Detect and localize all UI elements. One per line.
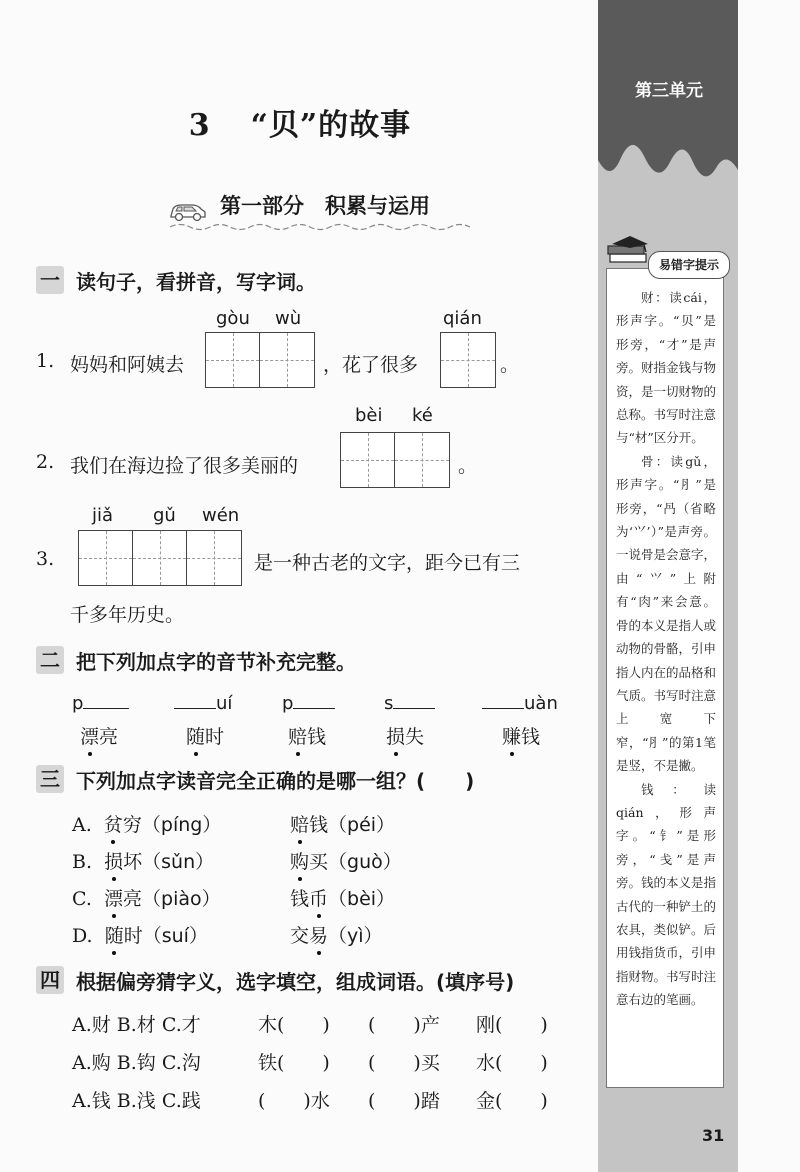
q3-c-dotchar2: 币 [309, 888, 329, 910]
q4-row1-word2[interactable]: ( )产 [368, 1014, 440, 1036]
q4-row2-word1[interactable]: 铁( ) [258, 1052, 330, 1074]
q3-d-dotchar1: 随 [104, 925, 124, 947]
q3-option-b-second [290, 847, 402, 874]
q4-row1-choices: A.财 B.材 C.才 [72, 1014, 201, 1036]
q3-a-letter: A. [72, 814, 92, 836]
q2-item1-syllable[interactable] [72, 690, 129, 714]
q2-item5-syllable[interactable] [482, 690, 558, 714]
q4-row3-word1[interactable]: ( )水 [258, 1090, 330, 1112]
q2-item3-dotchar: 赔 [288, 726, 308, 748]
q2-item5-word [502, 722, 540, 749]
q2-item3-pre: p [282, 693, 294, 714]
q2-item5-post: uàn [524, 693, 558, 714]
pinyin-ke: ké [412, 405, 433, 426]
unit-label: 第三单元 [635, 81, 703, 101]
q3-option-c[interactable] [72, 884, 221, 911]
q3-b-dotchar1: 损 [104, 851, 124, 873]
q3-c-dotchar1: 漂 [104, 888, 124, 910]
heading-underline [170, 222, 470, 232]
q3-c-char2a: 钱 [290, 888, 310, 910]
q3-option-c-second [290, 884, 395, 911]
q3-c-letter: C. [72, 888, 92, 910]
q3-a-dotchar2: 赔 [290, 814, 310, 836]
pinyin-wen: wén [202, 505, 240, 526]
q4-row3-word3[interactable]: 金( ) [476, 1090, 548, 1112]
answer-grid-gouwu[interactable] [205, 332, 315, 388]
q2-item4-char2: 失 [405, 726, 425, 748]
q2-item2-char2: 时 [205, 726, 225, 748]
s1-end: 。 [500, 354, 520, 376]
s1-before: 妈妈和阿姨去 [70, 354, 185, 376]
q3-b-dotchar2: 购 [290, 851, 310, 873]
q4-row3-choices: A.钱 B.浅 C.践 [72, 1090, 201, 1112]
q3-c-pinyin1: （piào） [142, 888, 221, 910]
q2-item4-syllable[interactable] [384, 690, 435, 714]
s3-num: 3. [36, 548, 55, 570]
s1-mid: ，花了很多 [323, 354, 419, 376]
q3-d-dotchar2: 易 [309, 925, 329, 947]
q2-badge: 二 [36, 646, 64, 674]
q2-item5-char2: 钱 [521, 726, 541, 748]
books-icon [604, 234, 652, 270]
q3-option-d[interactable] [72, 921, 208, 948]
q4-badge: 四 [36, 966, 64, 994]
q4-row2-choices: A.购 B.钩 C.沟 [72, 1052, 201, 1074]
q3-d-pinyin1: （suí） [142, 925, 208, 947]
q3-c-char1: 亮 [123, 888, 143, 910]
q3-a-char2: 钱 [309, 814, 329, 836]
tip-body [616, 286, 716, 1012]
car-icon [168, 198, 208, 224]
q2-item1-pre: p [72, 693, 84, 714]
q2-item2-word [186, 722, 224, 749]
q1-prompt: 读句子，看拼音，写字词。 [76, 270, 316, 294]
tip-cai: 财：读cái，形声字。“贝”是形旁，“才”是声旁。财指金钱与物资，是一切财物的总称。书写时注意与“材”区分开。 [616, 290, 717, 446]
answer-grid-jiaguwen[interactable] [78, 530, 242, 586]
q3-d-char1: 时 [123, 925, 143, 947]
q3-b-letter: B. [72, 851, 93, 873]
q3-option-d-second [290, 921, 383, 948]
pinyin-bei: bèi [355, 405, 383, 426]
s3-after: 是一种古老的文字，距今已有三 [254, 552, 521, 574]
tip-gu: 骨：读gǔ，形声字。“⺼”是形旁，“冎（省略为‘⺍’）”是声旁。一说骨是会意字，由“⺍”上附有“肉”来会意。骨的本义是指人或动物的骨骼，引申指人内在的品格和气质。书写时注意上宽下窄，“⺼”的第1笔是竖，不是撇。 [616, 453, 717, 774]
q2-item1-dotchar: 漂 [80, 726, 100, 748]
q2-item2-post: uí [216, 693, 233, 714]
q4-row1-word1[interactable]: 木( ) [258, 1014, 330, 1036]
q3-badge: 三 [36, 765, 64, 793]
q2-item4-dotchar: 损 [386, 726, 406, 748]
s1-num: 1. [36, 350, 55, 372]
q3-option-a[interactable] [72, 810, 221, 837]
page-number: 31 [702, 1126, 725, 1145]
q4-prompt: 根据偏旁猜字义，选字填空，组成词语。(填序号) [76, 970, 515, 994]
q2-item4-pre: s [384, 693, 394, 714]
q3-a-pinyin2: （péi） [328, 814, 396, 836]
lesson-number: 3 [188, 108, 211, 143]
pinyin-gou: gòu [216, 308, 250, 329]
q2-prompt: 把下列加点字的音节补充完整。 [76, 650, 356, 674]
q2-item1-word [80, 722, 118, 749]
q3-option-b[interactable] [72, 847, 214, 874]
q4-row2-word2[interactable]: ( )买 [368, 1052, 440, 1074]
answer-grid-beike[interactable] [340, 432, 450, 488]
pinyin-wu: wù [275, 308, 302, 329]
q3-d-letter: D. [72, 925, 93, 947]
q4-row3-word2[interactable]: ( )踏 [368, 1090, 440, 1112]
pinyin-qian: qián [443, 308, 482, 329]
q4-row2-word3[interactable]: 水( ) [476, 1052, 548, 1074]
tip-qian: 钱：读qián，形声字。“钅”是形旁，“戋”是声旁。钱的本义是指古代的一种铲土的农具，类似铲。后用钱指货币，引申指财物。书写时注意右边的笔画。 [616, 781, 717, 1008]
q3-a-char1: 穷 [122, 814, 142, 836]
s2-end: 。 [458, 455, 478, 477]
lesson-title [0, 100, 600, 144]
q3-b-char2: 买 [309, 851, 329, 873]
q2-item2-dotchar: 随 [186, 726, 206, 748]
q3-c-pinyin2: （bèi） [328, 888, 396, 910]
q2-item4-word [386, 722, 424, 749]
q3-b-pinyin2: （guò） [328, 851, 402, 873]
q2-item2-syllable[interactable] [174, 690, 232, 714]
q3-d-pinyin2: （yì） [328, 925, 383, 947]
part-heading: 第一部分 积累与运用 [220, 194, 430, 218]
tip-title: 易错字提示 [648, 251, 730, 279]
answer-grid-qian[interactable] [440, 332, 496, 388]
lesson-title-text: “贝”的故事 [250, 108, 412, 143]
s2-before: 我们在海边捡了很多美丽的 [70, 455, 299, 477]
q3-d-char2a: 交 [290, 925, 310, 947]
q3-a-dotchar1: 贫 [103, 814, 123, 836]
pinyin-gu: gǔ [153, 505, 176, 526]
s2-num: 2. [36, 451, 55, 473]
q2-item3-syllable[interactable] [282, 690, 335, 714]
q2-item1-char2: 亮 [99, 726, 119, 748]
q2-item3-char2: 钱 [307, 726, 327, 748]
q3-option-a-second [290, 810, 395, 837]
q3-prompt: 下列加点字读音完全正确的是哪一组？( ) [76, 769, 475, 793]
q2-item5-dotchar: 赚 [502, 726, 522, 748]
q3-a-pinyin1: （píng） [141, 814, 222, 836]
pinyin-jia: jiǎ [92, 505, 114, 526]
q2-item3-word [288, 722, 326, 749]
s3-cont: 千多年历史。 [70, 604, 185, 626]
q3-b-char1: 坏 [123, 851, 143, 873]
q4-row1-word3[interactable]: 刚( ) [476, 1014, 548, 1036]
q1-badge: 一 [36, 266, 64, 294]
q3-b-pinyin1: （sǔn） [142, 851, 215, 873]
